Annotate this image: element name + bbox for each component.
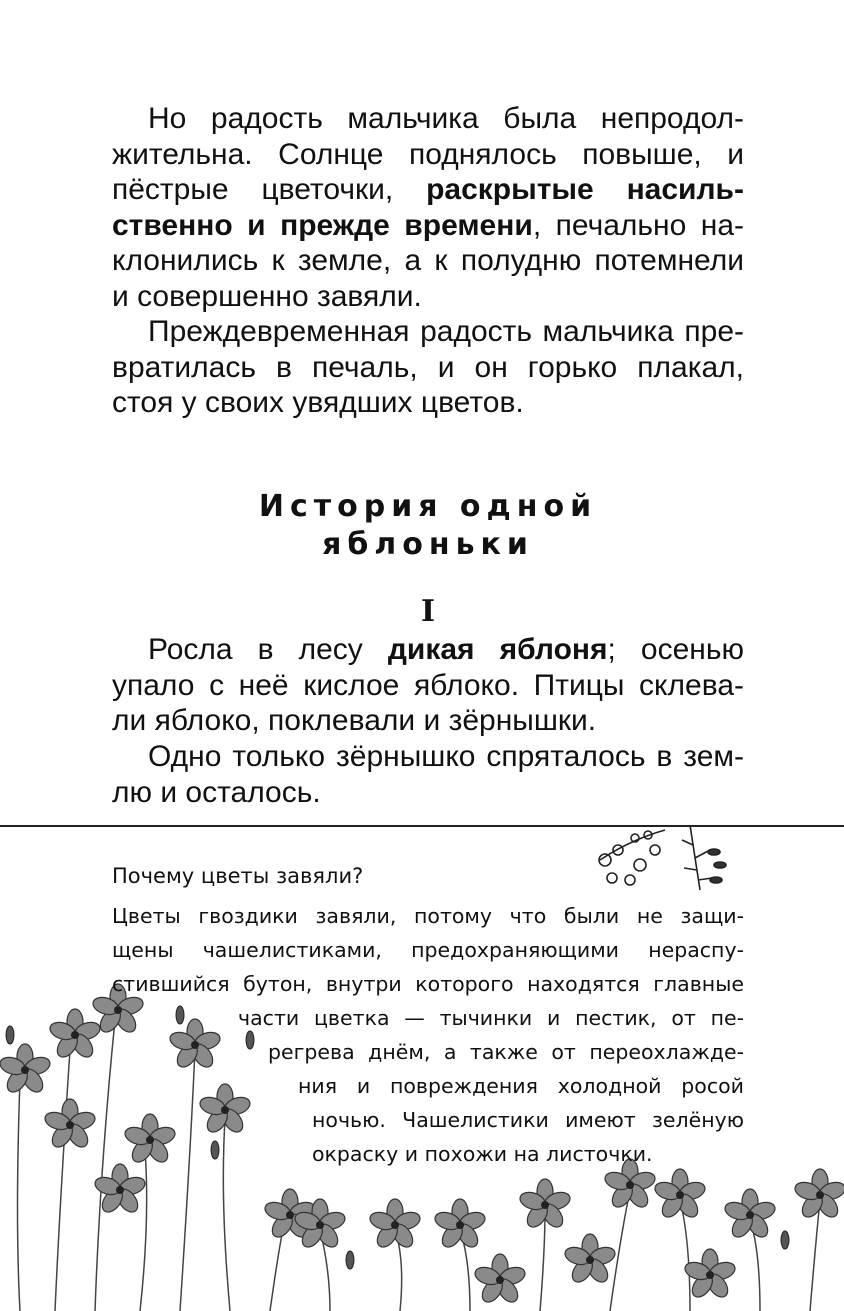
text-line: стоя у своих увядших цветов. <box>112 386 524 419</box>
text-line <box>112 208 744 244</box>
sidebar-text-top <box>112 899 744 1001</box>
text-line: регрева днём, а также от переохлажде- <box>268 1040 744 1064</box>
sidebar-text-indent-3 <box>298 1069 744 1103</box>
text-run: Росла в лесу <box>148 633 388 666</box>
text-line: Цветы гвоздики завяли, потому что были не защи- <box>112 904 744 928</box>
text-line: ли яблоко, поклевали и зёрнышки. <box>112 704 597 737</box>
sidebar-text-indent-2 <box>268 1035 744 1069</box>
text-line: жительна. Солнце поднялось повыше, и <box>112 137 744 171</box>
text-line <box>112 172 744 208</box>
text-line: окраску и похожи на листочки. <box>312 1142 653 1166</box>
sidebar-text-indent-4 <box>312 1103 744 1137</box>
branch-ornament <box>599 825 726 890</box>
section-title-line: яблоньки <box>322 527 534 562</box>
text-line: ния и повреждения холодной росой <box>298 1074 744 1098</box>
text-run: ; осенью <box>607 633 744 666</box>
paragraph-seed <box>112 739 744 810</box>
text-line: части цветка — тычинки и пестик, от пе- <box>238 1006 744 1030</box>
paragraph-wild-apple <box>112 632 744 739</box>
text-run: пёстрые цветочки, <box>112 173 427 206</box>
paragraph-sorrow <box>112 314 744 421</box>
chapter-number: I <box>420 594 436 629</box>
text-line: щены чашелистиками, предохраняющими нераспу- <box>112 938 744 962</box>
text-line: Преждевременная радость мальчика пре- <box>148 315 744 348</box>
text-line: клонились к земле, а к полудню потемнели <box>112 244 744 277</box>
bold-term: ственно и прежде времени <box>112 208 533 242</box>
text-line: лю и осталось. <box>112 775 321 809</box>
text-line: стившийся бутон, внутри которого находятся главные <box>112 972 744 996</box>
text-line <box>112 632 744 668</box>
text-line: и совершенно завяли. <box>112 279 422 313</box>
text-line: вратилась в печаль, и он горько плакал, <box>112 350 744 384</box>
sidebar-question: Почему цветы завяли? <box>112 864 364 888</box>
sidebar-text-indent-5 <box>312 1137 744 1171</box>
sidebar-text-indent-1 <box>238 1001 744 1035</box>
paragraph-boy-joy <box>112 101 744 314</box>
text-line: Одно только зёрнышко спряталось в зем- <box>148 740 744 773</box>
bold-term: раскрытые насиль- <box>426 173 744 206</box>
text-run: , печально на- <box>532 208 744 242</box>
bold-term: дикая яблоня <box>387 633 608 666</box>
section-title-line: История одной <box>258 489 598 524</box>
text-line: Но радость мальчика была непродол- <box>148 102 744 135</box>
section-title <box>112 488 744 564</box>
text-line: упало с неё кислое яблоко. Птицы склева- <box>112 668 744 702</box>
text-line: ночью. Чашелистики имеют зелёную <box>312 1108 744 1132</box>
